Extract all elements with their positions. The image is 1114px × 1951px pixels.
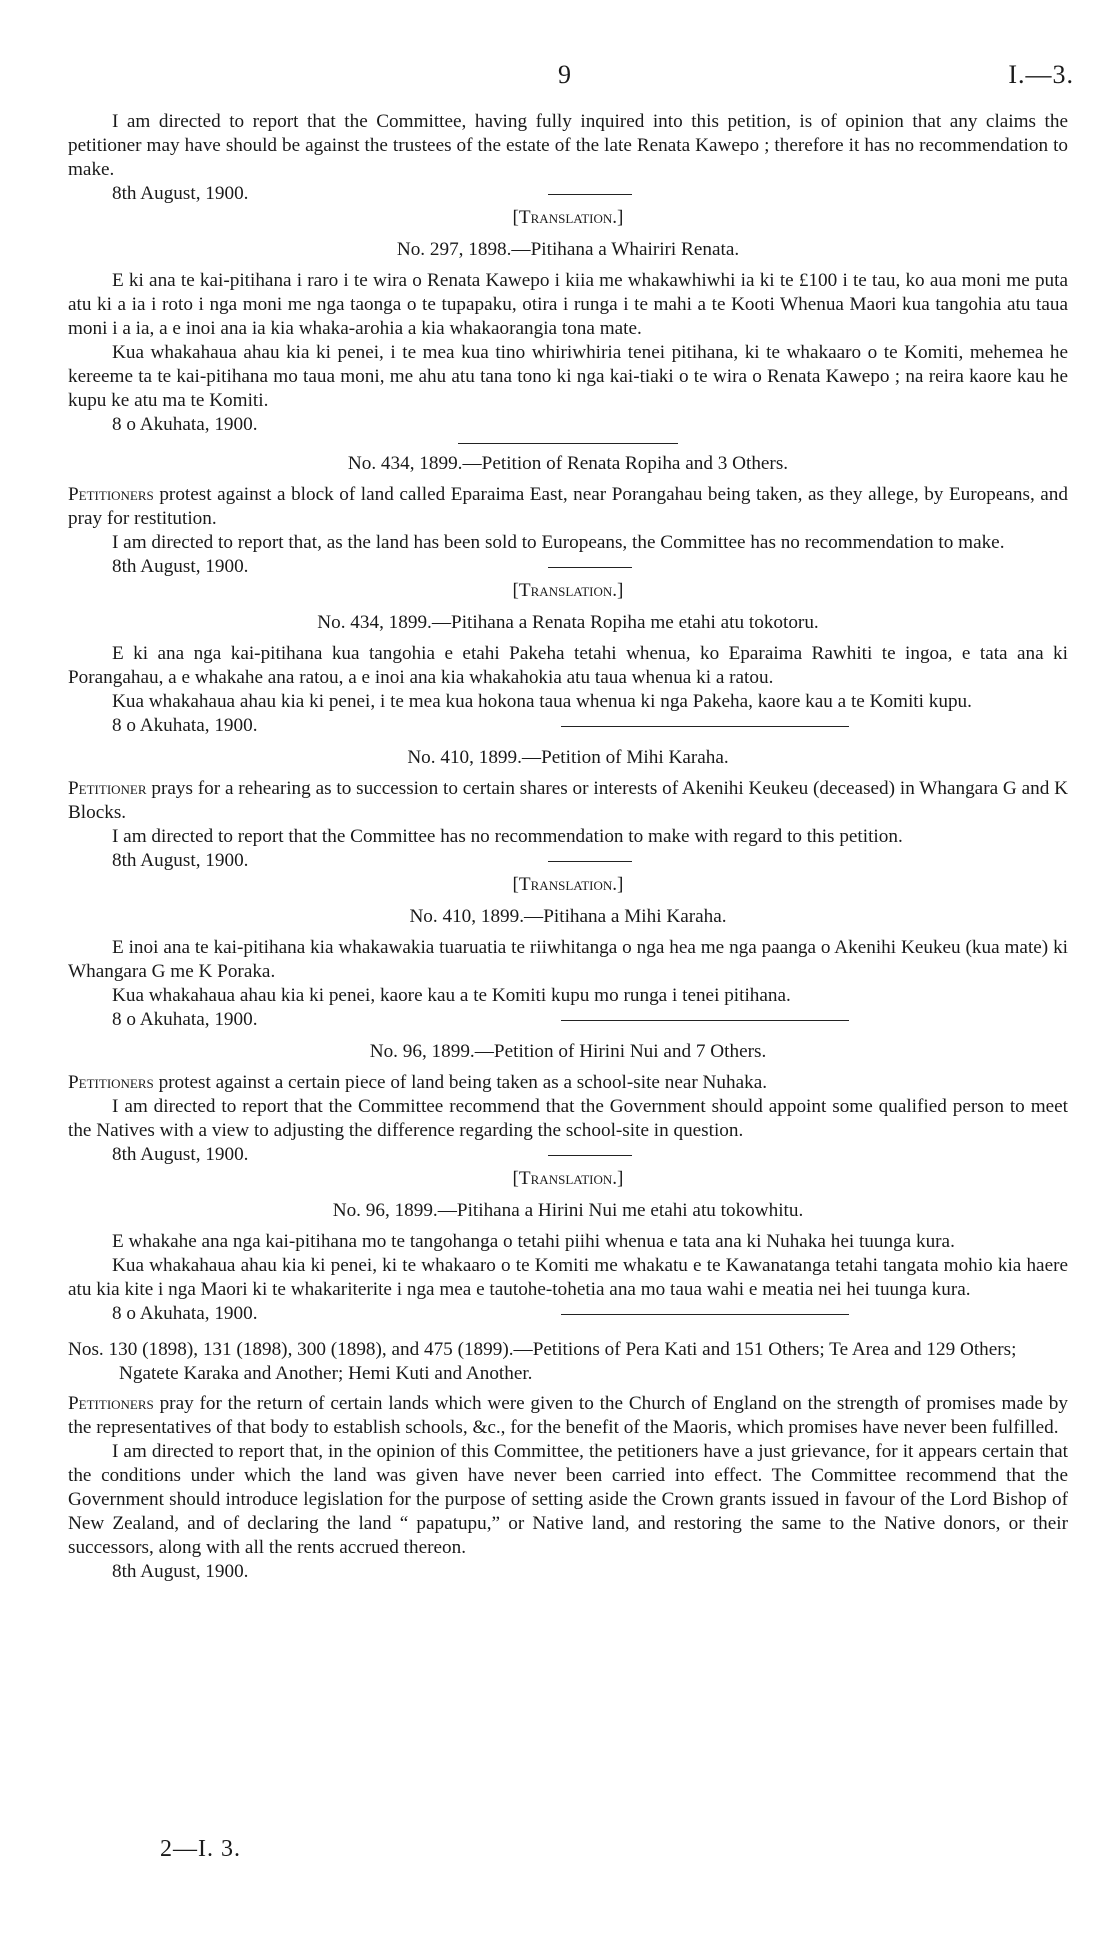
translation-title: No. 410, 1899.—Pitihana a Mihi Karaha. [409, 906, 727, 927]
maori-paragraph: E ki ana te kai-pitihana i raro i te wira o Renata Kawepo i kiia me whakawhiwhi ia ki te £100 i te tau, ko aua moni me puta atu ki a ia i roto i nga moni me nga taonga o te tupapaku, otira i runga i te mahi a te Kooti Whenua Maori kua tangohia atu taua moni i a ia, a e inoi ana ia kia whaka-arohia a kia whakaorangia tona mate. [68, 270, 1068, 339]
page-header [0, 60, 1114, 94]
maori-paragraph: E inoi ana te kai-pitihana kia whakawakia tuaruatia te riiwhitanga o nga hea me nga paanga o Akenihi Keukeu (kua mate) ki Whangara G me K Poraka. [68, 937, 1068, 982]
divider [548, 1155, 632, 1156]
maori-paragraph: Kua whakahaua ahau kia ki penei, i te mea kua tino whiriwhiria tenei pitihana, ki te whakaaro o te Komiti, mehemea he kereeme ta te kai-pitihana mo taua moni, me ahu atu tana tono ki nga kai-tiaki o te wira o Renata Kawepo ; na reira kaore kau he kupu ke atu ma te Komiti. [68, 342, 1068, 411]
document-reference: I.—3. [1008, 60, 1074, 89]
maori-date: 8 o Akuhata, 1900. [112, 715, 258, 736]
translation-title: No. 434, 1899.—Pitihana a Renata Ropiha me etahi atu tokotoru. [317, 612, 819, 633]
report-paragraph: I am directed to report that the Committee, having fully inquired into this petition, is of opinion that any claims the petitioner may have should be against the trustees of the estate of the late Renata Kawepo ; therefore it has no recommendation to make. [68, 111, 1068, 180]
report-date: 8th August, 1900. [112, 1561, 249, 1582]
translation-label: [Translation.] [512, 874, 624, 895]
translation-label: [Translation.] [512, 1168, 624, 1189]
petition-title: No. 410, 1899.—Petition of Mihi Karaha. [407, 747, 729, 768]
petition-summary: Petitioners protest against a certain piece of land being taken as a school-site near Nuhaka. [68, 1072, 768, 1093]
translation-label: [Translation.] [512, 207, 624, 228]
petition-title: No. 434, 1899.—Petition of Renata Ropiha and 3 Others. [347, 453, 789, 474]
report-paragraph: I am directed to report that the Committee recommend that the Government should appoint some qualified person to meet the Natives with a view to adjusting the difference regarding the school-site in question. [68, 1096, 1068, 1141]
maori-date: 8 o Akuhata, 1900. [112, 1009, 258, 1030]
petition-lead: Petitioners [68, 1393, 154, 1414]
report-paragraph: I am directed to report that the Committee has no recommendation to make with regard to this petition. [112, 826, 903, 847]
page-number: 9 [558, 60, 571, 89]
report-date: 8th August, 1900. [112, 1144, 249, 1165]
translation-title: No. 297, 1898.—Pitihana a Whairiri Renata. [396, 239, 740, 260]
divider [458, 443, 678, 444]
divider [548, 567, 632, 568]
maori-paragraph: Kua whakahaua ahau kia ki penei, ki te whakaaro o te Komiti me whakatu e te Kawanatanga tetahi tangata mohio kia haere atu kia kite i nga Maori ki te whakariterite i nga mea e tautohe-tohetia ana mo taua wahi e meatia nei hei tuunga kura. [68, 1255, 1068, 1300]
maori-date: 8 o Akuhata, 1900. [112, 1303, 258, 1324]
petition-summary: Petitioners pray for the return of certain lands which were given to the Church of England on the strength of promises made by the representatives of that body to establish schools, &c., for the benefit of the Maoris, which promises have never been fulfilled. [68, 1393, 1068, 1438]
divider [561, 1020, 849, 1021]
report-paragraph: I am directed to report that, as the land has been sold to Europeans, the Committee has no recommendation to make. [112, 532, 1005, 553]
document-body [68, 110, 1068, 1584]
petition-summary: Petitioner prays for a rehearing as to succession to certain shares or interests of Akenihi Keukeu (deceased) in Whangara G and K Blocks. [68, 778, 1068, 823]
translation-title: No. 96, 1899.—Pitihana a Hirini Nui me etahi atu tokowhitu. [332, 1200, 804, 1221]
maori-paragraph: E whakahe ana nga kai-pitihana mo te tangohanga o tetahi piihi whenua e tata ana ki Nuhaka hei tuunga kura. [112, 1231, 955, 1252]
divider [561, 1314, 849, 1315]
petition-title: No. 96, 1899.—Petition of Hirini Nui and 7 Others. [369, 1041, 767, 1062]
maori-date: 8 o Akuhata, 1900. [112, 414, 258, 435]
report-date: 8th August, 1900. [112, 183, 249, 204]
maori-paragraph: Kua whakahaua ahau kia ki penei, i te mea kua hokona taua whenua ki nga Pakeha, kaore kau a te Komiti kupu. [112, 691, 972, 712]
petition-lead: Petitioners [68, 1072, 154, 1093]
maori-paragraph: E ki ana nga kai-pitihana kua tangohia e etahi Pakeha tetahi whenua, ko Eparaima Rawhiti te ingoa, e tata ana ki Porangahau, a e whakahe ana ratou, a e inoi ana kia whakahokia atu taua whenua ki a ratou. [68, 643, 1068, 688]
maori-paragraph: Kua whakahaua ahau kia ki penei, kaore kau a te Komiti kupu mo runga i tenei pitihana. [112, 985, 791, 1006]
translation-label: [Translation.] [512, 580, 624, 601]
petition-title: Nos. 130 (1898), 131 (1898), 300 (1898), and 475 (1899).—Petitions of Pera Kati and 151 Others; Te Area and 129 Others; Ngatete Karaka and Another; Hemi Kuti and Another. [68, 1339, 1017, 1384]
petition-summary: Petitioners protest against a block of land called Eparaima East, near Porangahau being taken, as they allege, by Europeans, and pray for restitution. [68, 484, 1068, 529]
petition-lead: Petitioners [68, 484, 154, 505]
divider [561, 726, 849, 727]
divider [548, 194, 632, 195]
report-paragraph: I am directed to report that, in the opinion of this Committee, the petitioners have a just grievance, for it appears certain that the conditions under which the land was given have never been carried into effect. The Committee recommend that the Government should introduce legislation for the purpose of setting aside the Crown grants issued in favour of the Lord Bishop of New Zealand, and of declaring the land “ papatupu,” or Native land, and restoring the same to the Native donors, or their successors, along with all the rents accrued thereon. [68, 1441, 1068, 1558]
divider [548, 861, 632, 862]
report-date: 8th August, 1900. [112, 850, 249, 871]
report-date: 8th August, 1900. [112, 556, 249, 577]
petition-lead: Petitioner [68, 778, 147, 799]
page-signature: 2—I. 3. [160, 1836, 241, 1862]
